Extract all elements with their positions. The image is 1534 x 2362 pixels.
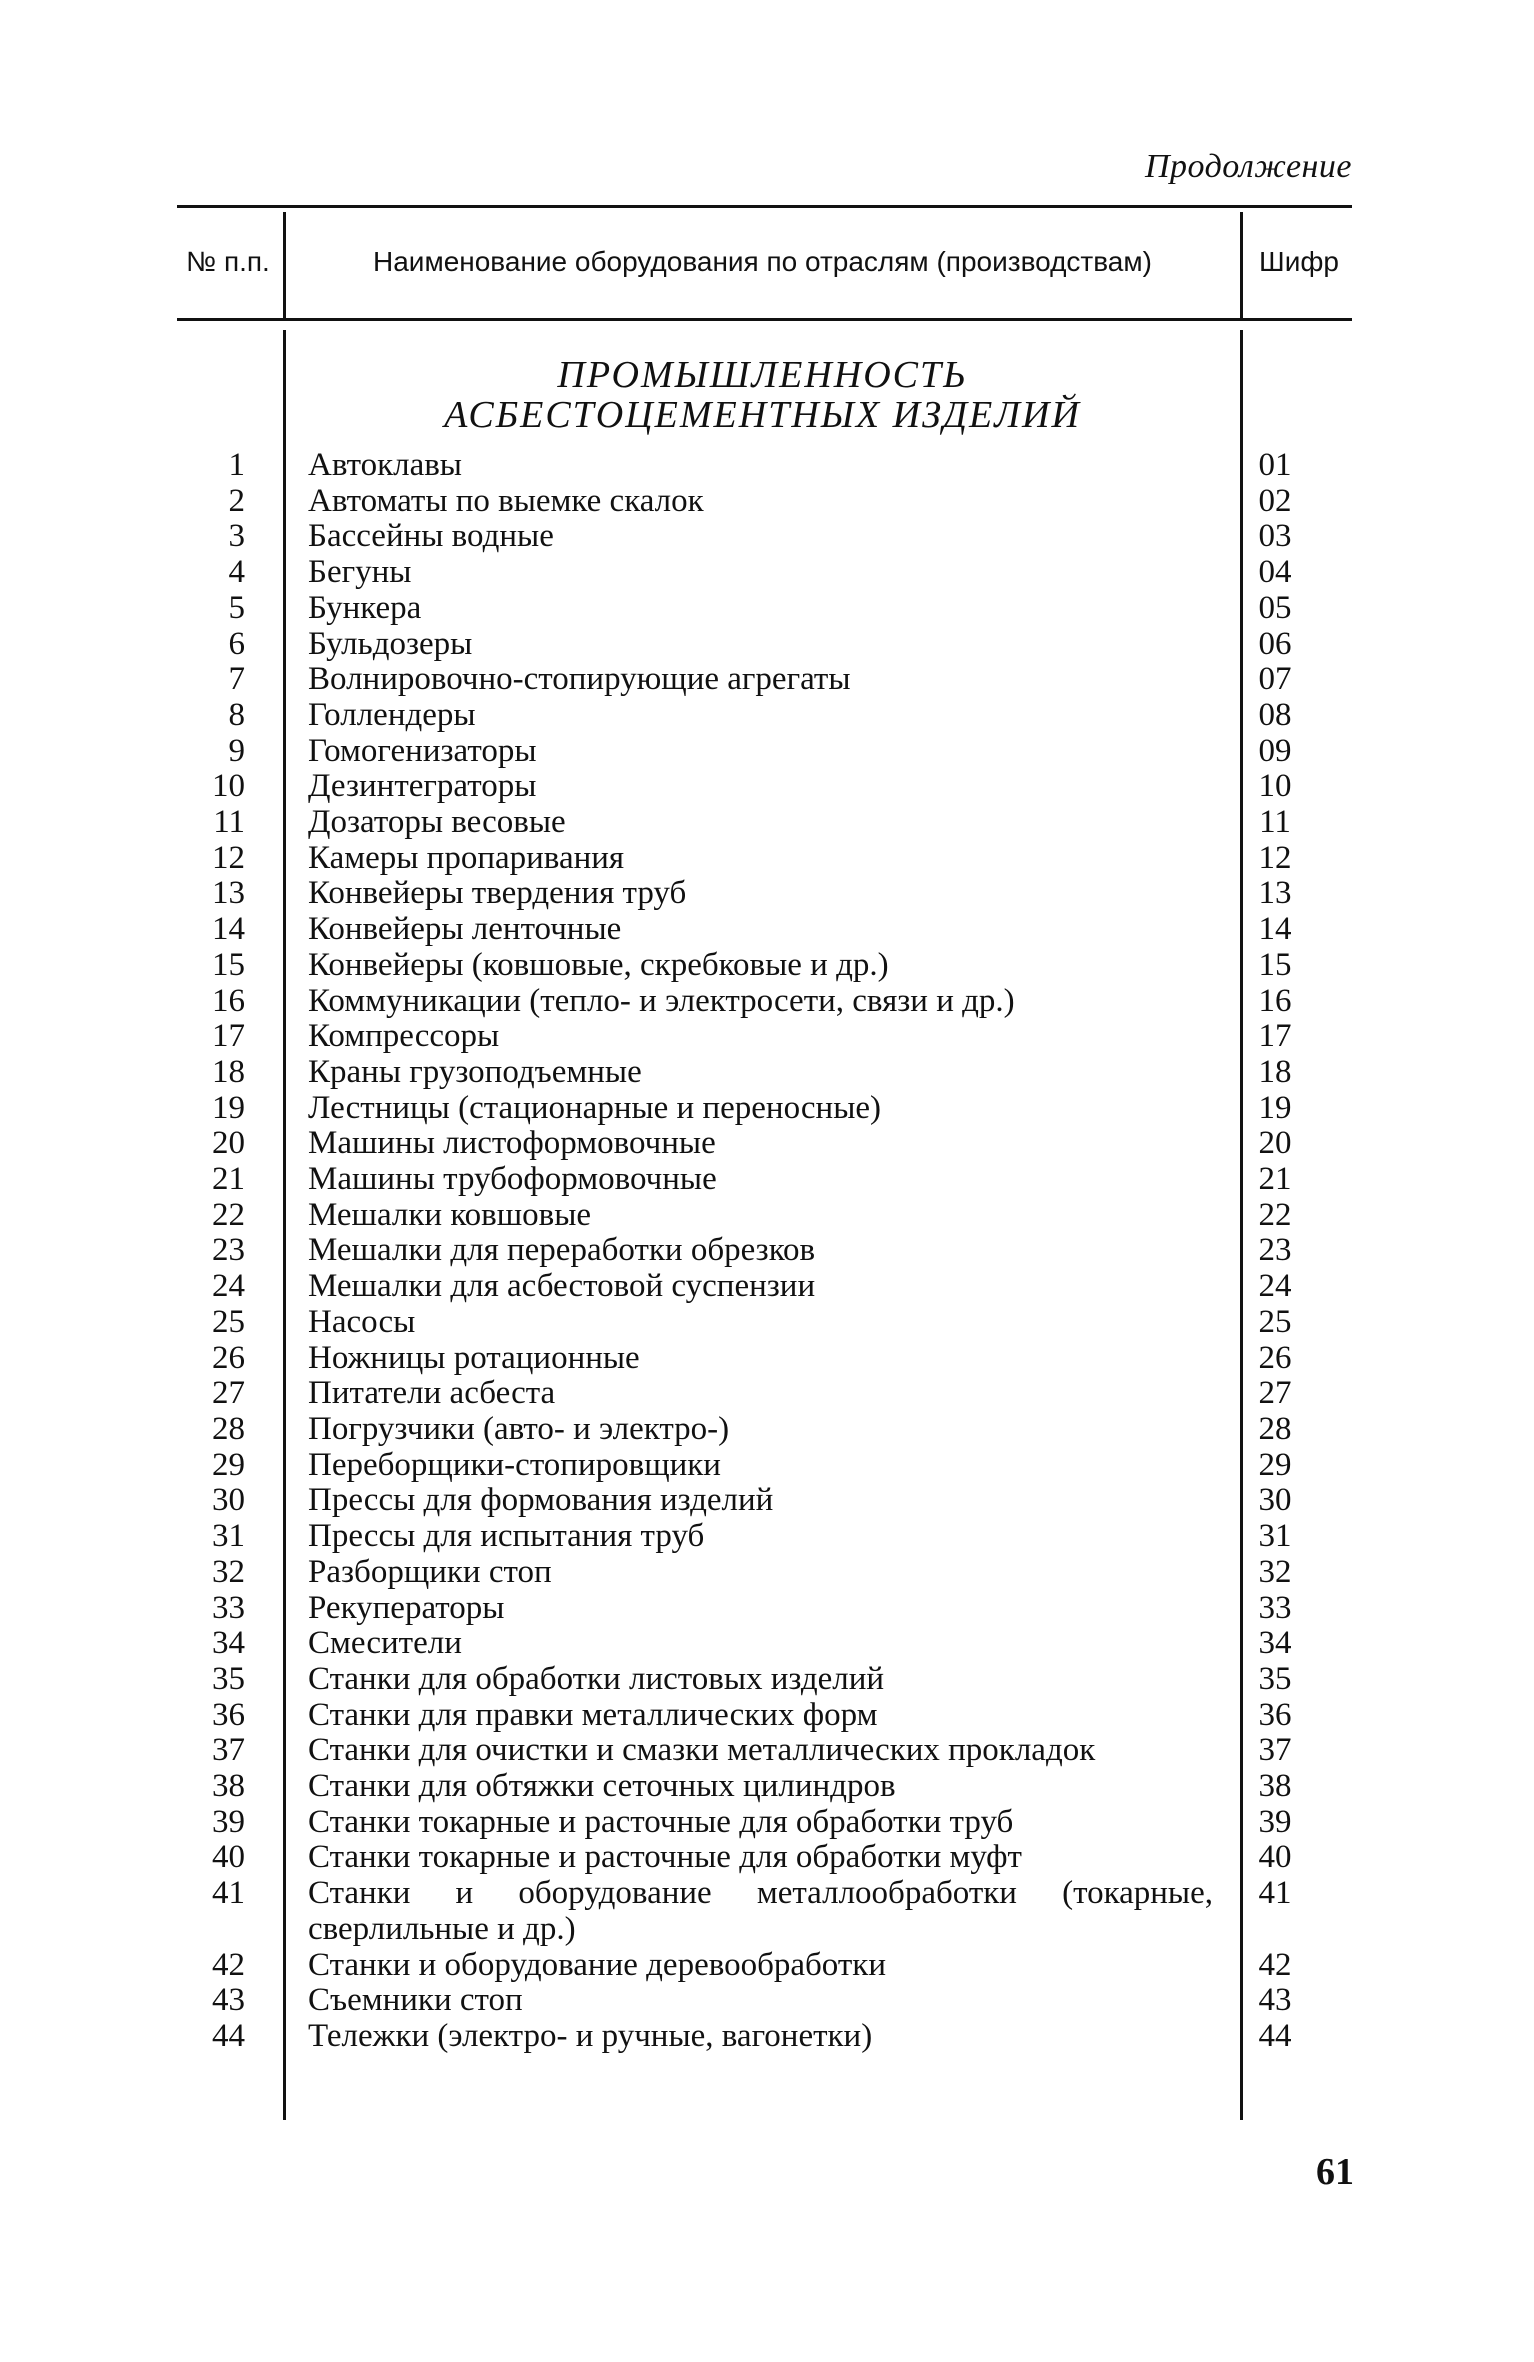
- section-title-line2: АСБЕСТОЦЕМЕНТНЫХ ИЗДЕЛИЙ: [444, 394, 1081, 436]
- equipment-name: Машины листоформовочные: [308, 1125, 716, 1162]
- equipment-name: Станки и оборудование деревообработки: [308, 1946, 886, 1983]
- row-number: 37: [212, 1732, 245, 1769]
- equipment-name: Голлендеры: [308, 696, 476, 733]
- row-number: 5: [228, 589, 245, 626]
- row-number: 31: [212, 1518, 245, 1555]
- row-number: 35: [212, 1660, 245, 1697]
- row-number: 12: [212, 839, 245, 876]
- table-row: [0, 1805, 1534, 1841]
- equipment-code: 07: [1258, 661, 1292, 698]
- table-row: [0, 1341, 1534, 1377]
- table-row: [0, 1591, 1534, 1627]
- row-number: 22: [212, 1196, 245, 1233]
- equipment-name: Станки для очистки и смазки металлических прокладок: [308, 1732, 1096, 1769]
- table-row: [0, 769, 1534, 805]
- table-row: [0, 1483, 1534, 1519]
- equipment-name: Мешалки для асбестовой суспензии: [308, 1268, 816, 1305]
- table-row: [0, 1733, 1534, 1769]
- table-row: [0, 734, 1534, 770]
- section-title-line1: ПРОМЫШЛЕННОСТЬ: [557, 354, 968, 396]
- equipment-name: Прессы для формования изделий: [308, 1482, 774, 1519]
- row-number: 40: [212, 1839, 245, 1876]
- row-number: 33: [212, 1589, 245, 1626]
- equipment-code: 33: [1258, 1589, 1292, 1626]
- header-divider-left: [283, 212, 286, 318]
- table-row: [0, 555, 1534, 591]
- row-number: 43: [212, 1982, 245, 2019]
- row-number: 27: [212, 1375, 245, 1412]
- table-row: [0, 448, 1534, 484]
- row-number: 34: [212, 1625, 245, 1662]
- row-number: 23: [212, 1232, 245, 1269]
- row-number: 16: [212, 982, 245, 1019]
- equipment-name: Питатели асбеста: [308, 1375, 556, 1412]
- equipment-code: 36: [1258, 1696, 1292, 1733]
- row-number: 41: [212, 1875, 245, 1912]
- equipment-code: 04: [1258, 554, 1292, 591]
- row-number: 38: [212, 1768, 245, 1805]
- row-number: 39: [212, 1803, 245, 1840]
- equipment-code: 13: [1258, 875, 1292, 912]
- page-number: 61: [1316, 2151, 1354, 2193]
- equipment-name: Автоклавы: [308, 447, 462, 483]
- equipment-name: Конвейеры ленточные: [308, 911, 622, 948]
- continuation-label: Продолжение: [1144, 148, 1352, 185]
- row-number: 9: [228, 732, 245, 769]
- equipment-code: 18: [1258, 1053, 1292, 1090]
- equipment-name: Волнировочно-стопирующие агрегаты: [308, 661, 851, 698]
- table-row: [0, 1376, 1534, 1412]
- row-number: 15: [212, 946, 245, 983]
- equipment-table-body: [0, 448, 1534, 2055]
- equipment-name: Разборщики стоп: [308, 1553, 552, 1590]
- row-number: 13: [212, 875, 245, 912]
- table-row: [0, 805, 1534, 841]
- table-row: [0, 1948, 1534, 1984]
- equipment-name: Станки для правки металлических форм: [308, 1696, 878, 1733]
- table-row: [0, 948, 1534, 984]
- equipment-code: 08: [1258, 696, 1292, 733]
- equipment-name: Лестницы (стационарные и переносные): [308, 1089, 882, 1126]
- equipment-name: Съемники стоп: [308, 1982, 523, 2019]
- equipment-code: 26: [1258, 1339, 1292, 1376]
- table-row: [0, 1055, 1534, 1091]
- table-row: [0, 912, 1534, 948]
- equipment-name: Бульдозеры: [308, 625, 473, 662]
- row-number: 6: [228, 625, 245, 662]
- row-number: 28: [212, 1410, 245, 1447]
- row-number: 20: [212, 1125, 245, 1162]
- equipment-name: Мешалки для переработки обрезков: [308, 1232, 816, 1269]
- equipment-name: Дезинтеграторы: [308, 768, 537, 805]
- equipment-name: Станки токарные и расточные для обработки труб: [308, 1803, 1014, 1840]
- column-header-name: Наименование оборудования по отраслям (производствам): [373, 246, 1152, 277]
- equipment-code: 44: [1258, 2017, 1292, 2054]
- table-row: [0, 1091, 1534, 1127]
- equipment-code: 40: [1258, 1839, 1292, 1876]
- equipment-code: 09: [1258, 732, 1292, 769]
- equipment-name: Мешалки ковшовые: [308, 1196, 592, 1233]
- equipment-code: 38: [1258, 1768, 1292, 1805]
- equipment-code: 41: [1258, 1875, 1292, 1912]
- table-row: [0, 876, 1534, 912]
- column-header-code: Шифр: [1259, 246, 1339, 277]
- equipment-name: Бегуны: [308, 554, 412, 591]
- equipment-name: Автоматы по выемке скалок: [308, 482, 704, 519]
- table-row: [0, 1698, 1534, 1734]
- equipment-code: 43: [1258, 1982, 1292, 2019]
- table-top-rule: [177, 205, 1352, 208]
- table-row: [0, 1126, 1534, 1162]
- equipment-name: Смесители: [308, 1625, 462, 1662]
- row-number: 3: [228, 518, 245, 555]
- table-row: [0, 2019, 1534, 2055]
- equipment-code: 17: [1258, 1018, 1292, 1055]
- table-row: [0, 1448, 1534, 1484]
- equipment-code: 02: [1258, 482, 1292, 519]
- equipment-code: 19: [1258, 1089, 1292, 1126]
- table-row: [0, 1269, 1534, 1305]
- equipment-code: 32: [1258, 1553, 1292, 1590]
- equipment-name: Прессы для испытания труб: [308, 1518, 705, 1555]
- equipment-name: Компрессоры: [308, 1018, 500, 1055]
- row-number: 19: [212, 1089, 245, 1126]
- table-row: [0, 519, 1534, 555]
- equipment-code: 23: [1258, 1232, 1292, 1269]
- table-row: [0, 1769, 1534, 1805]
- equipment-code: 20: [1258, 1125, 1292, 1162]
- table-row: [0, 591, 1534, 627]
- equipment-code: 25: [1258, 1303, 1292, 1340]
- equipment-name: Бункера: [308, 589, 422, 626]
- equipment-name: Дозаторы весовые: [308, 804, 566, 841]
- equipment-name: Рекуператоры: [308, 1589, 505, 1626]
- row-number: 17: [212, 1018, 245, 1055]
- row-number: 2: [228, 482, 245, 519]
- row-number: 11: [213, 804, 245, 841]
- equipment-name: Бассейны водные: [308, 518, 554, 555]
- table-row: [0, 984, 1534, 1020]
- table-row: [0, 1233, 1534, 1269]
- row-number: 25: [212, 1303, 245, 1340]
- row-number: 10: [212, 768, 245, 805]
- table-row: [0, 1840, 1534, 1876]
- row-number: 1: [228, 447, 245, 483]
- table-row: [0, 1555, 1534, 1591]
- table-row: [0, 1019, 1534, 1055]
- equipment-name: Краны грузоподъемные: [308, 1053, 642, 1090]
- equipment-code: 28: [1258, 1410, 1292, 1447]
- row-number: 44: [212, 2017, 245, 2054]
- equipment-name: Станки для обработки листовых изделий: [308, 1660, 885, 1697]
- table-row: [0, 1162, 1534, 1198]
- table-row: [0, 627, 1534, 663]
- equipment-name: Конвейеры (ковшовые, скребковые и др.): [308, 946, 889, 983]
- equipment-code: 05: [1258, 589, 1292, 626]
- equipment-name: Переборщики-стопировщики: [308, 1446, 721, 1483]
- equipment-code: 24: [1258, 1268, 1292, 1305]
- equipment-code: 16: [1258, 982, 1292, 1019]
- row-number: 18: [212, 1053, 245, 1090]
- table-row: [0, 1198, 1534, 1234]
- row-number: 4: [228, 554, 245, 591]
- equipment-name: Ножницы ротационные: [308, 1339, 640, 1376]
- equipment-code: 03: [1258, 518, 1292, 555]
- table-row: [0, 1626, 1534, 1662]
- row-number: 21: [212, 1161, 245, 1198]
- table-row: [0, 484, 1534, 520]
- equipment-code: 27: [1258, 1375, 1292, 1412]
- table-row: [0, 841, 1534, 877]
- row-number: 8: [228, 696, 245, 733]
- equipment-code: 06: [1258, 625, 1292, 662]
- row-number: 7: [228, 661, 245, 698]
- section-title: [290, 355, 1235, 435]
- equipment-code: 21: [1258, 1161, 1292, 1198]
- equipment-name: Станки и оборудование металлообработки (токарные, сверлильные и др.): [308, 1875, 1213, 1947]
- row-number: 42: [212, 1946, 245, 1983]
- equipment-name: Станки для обтяжки сеточных цилиндров: [308, 1768, 896, 1805]
- row-number: 24: [212, 1268, 245, 1305]
- equipment-code: 10: [1258, 768, 1292, 805]
- equipment-name: Погрузчики (авто- и электро-): [308, 1410, 730, 1447]
- table-row: [0, 1876, 1534, 1947]
- table-row: [0, 1519, 1534, 1555]
- table-row: [0, 698, 1534, 734]
- row-number: 14: [212, 911, 245, 948]
- row-number: 36: [212, 1696, 245, 1733]
- row-number: 26: [212, 1339, 245, 1376]
- equipment-code: 39: [1258, 1803, 1292, 1840]
- equipment-code: 14: [1258, 911, 1292, 948]
- header-divider-right: [1240, 212, 1243, 318]
- table-row: [0, 662, 1534, 698]
- equipment-code: 34: [1258, 1625, 1292, 1662]
- equipment-code: 01: [1258, 447, 1292, 483]
- table-row: [0, 1662, 1534, 1698]
- equipment-name: Конвейеры твердения труб: [308, 875, 687, 912]
- header-bottom-rule: [177, 318, 1352, 321]
- equipment-name: Коммуникации (тепло- и электросети, связи и др.): [308, 982, 1015, 1019]
- equipment-code: 29: [1258, 1446, 1292, 1483]
- equipment-name: Камеры пропаривания: [308, 839, 625, 876]
- equipment-name: Машины трубоформовочные: [308, 1161, 717, 1198]
- equipment-name: Гомогенизаторы: [308, 732, 537, 769]
- table-row: [0, 1983, 1534, 2019]
- column-header-number: № п.п.: [186, 246, 270, 277]
- table-row: [0, 1412, 1534, 1448]
- equipment-code: 31: [1258, 1518, 1292, 1555]
- row-number: 30: [212, 1482, 245, 1519]
- equipment-name: Тележки (электро- и ручные, вагонетки): [308, 2017, 873, 2054]
- equipment-code: 11: [1259, 804, 1291, 841]
- row-number: 32: [212, 1553, 245, 1590]
- equipment-code: 35: [1258, 1660, 1292, 1697]
- equipment-code: 12: [1258, 839, 1292, 876]
- equipment-code: 15: [1258, 946, 1292, 983]
- table-row: [0, 1305, 1534, 1341]
- equipment-code: 37: [1258, 1732, 1292, 1769]
- equipment-name: Насосы: [308, 1303, 416, 1340]
- equipment-code: 42: [1258, 1946, 1292, 1983]
- row-number: 29: [212, 1446, 245, 1483]
- equipment-name: Станки токарные и расточные для обработки муфт: [308, 1839, 1022, 1876]
- equipment-code: 30: [1258, 1482, 1292, 1519]
- equipment-code: 22: [1258, 1196, 1292, 1233]
